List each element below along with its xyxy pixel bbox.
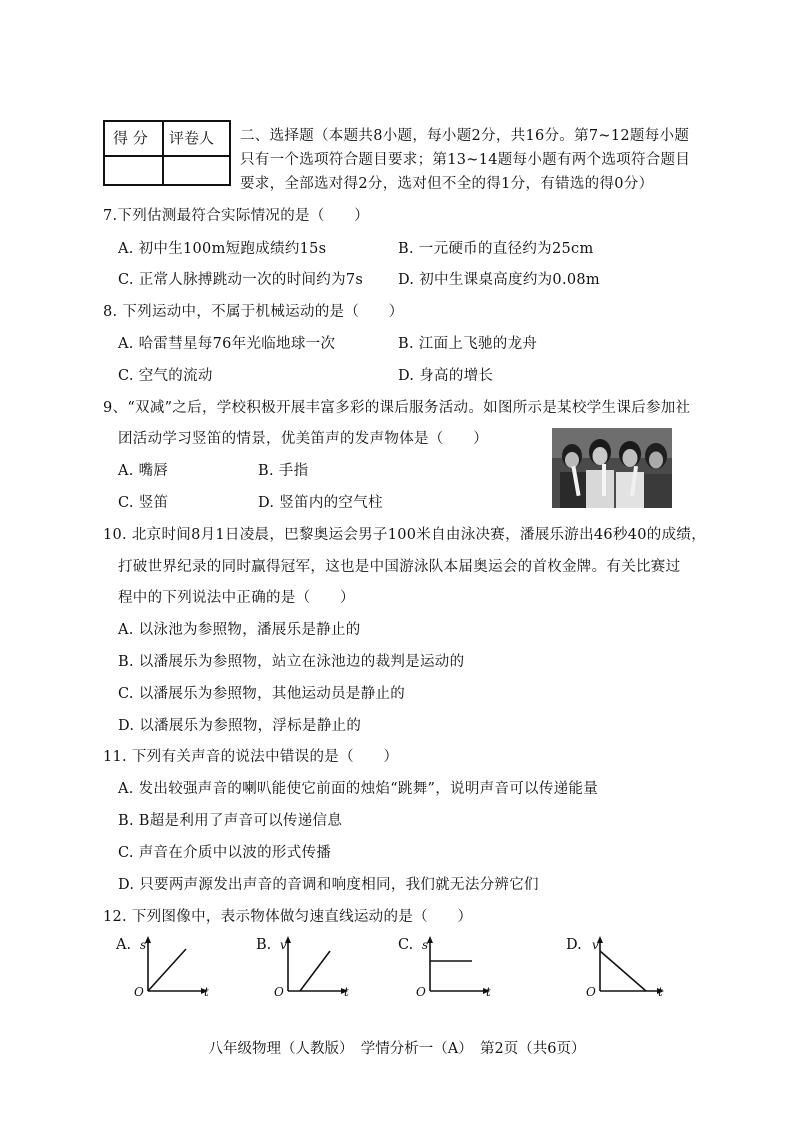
q8-option-c: C. 空气的流动 — [118, 368, 213, 384]
graph-d-y-label: v — [592, 938, 599, 952]
q10-option-b: B. 以潘展乐为参照物，站立在泳池边的裁判是运动的 — [118, 654, 465, 670]
graph-c-option-label: C. — [398, 937, 414, 953]
graph-d-x-label: t — [658, 985, 663, 999]
students-flute-photo — [552, 428, 672, 508]
graph-a-origin: O — [134, 985, 144, 999]
graph-b-origin: O — [274, 985, 284, 999]
q11-option-d: D. 只要两声源发出声音的音调和响度相同，我们就无法分辨它们 — [118, 877, 539, 893]
q7-option-a: A. 初中生100m短跑成绩约15s — [118, 241, 327, 257]
q10-stem-line-3: 程中的下列说法中正确的是（ ） — [118, 590, 355, 606]
q9-option-b: B. 手指 — [258, 463, 309, 479]
q9-option-d: D. 竖笛内的空气柱 — [258, 495, 383, 511]
score-label: 得 分 — [113, 129, 148, 147]
section-header-line-3: 要求，全部选对得2分，选对但不全的得1分，有错选的得0分） — [240, 176, 654, 192]
graph-option-d — [564, 933, 668, 1001]
graph-d-line — [600, 951, 646, 991]
graph-b-option-label: B. — [256, 937, 272, 953]
graph-c-origin: O — [416, 985, 426, 999]
q7-stem: 7.下列估测最符合实际情况的是（ ） — [103, 208, 370, 224]
score-table — [103, 120, 231, 186]
graph-option-b — [252, 933, 352, 1001]
q11-option-c: C. 声音在介质中以波的形式传播 — [118, 845, 332, 861]
q7-option-b: B. 一元硬币的直径约为25cm — [398, 241, 594, 257]
q8-option-a: A. 哈雷彗星每76年光临地球一次 — [118, 336, 336, 352]
graph-c-x-label: t — [486, 985, 491, 999]
q11-option-a: A. 发出较强声音的喇叭能使它前面的烛焰“跳舞”，说明声音可以传递能量 — [118, 781, 599, 797]
graph-option-a — [112, 933, 212, 1001]
graph-b-line — [300, 951, 330, 991]
graph-d-option-label: D. — [566, 937, 582, 953]
q7-option-d: D. 初中生课桌高度约为0.08m — [398, 272, 600, 288]
graph-d-origin: O — [586, 985, 596, 999]
section-header-line-2: 只有一个选项符合题目要求；第13~14题每小题有两个选项符合题目 — [240, 152, 691, 168]
section-header-line-1: 二、选择题（本题共8小题，每小题2分，共16分。第7~12题每小题 — [240, 128, 690, 144]
graph-c-y-label: s — [422, 938, 429, 952]
graph-a-option-label: A. — [116, 937, 132, 953]
q10-stem-line-1: 10. 北京时间8月1日凌晨，巴黎奥运会男子100米自由泳决赛，潘展乐游出46秒40的成绩， — [103, 527, 706, 543]
graph-a-x-label: t — [204, 985, 209, 999]
q10-stem-line-2: 打破世界纪录的同时赢得冠军，这也是中国游泳队本届奥运会的首枚金牌。有关比赛过 — [118, 559, 681, 575]
q9-option-a: A. 嘴唇 — [118, 463, 169, 479]
q9-option-c: C. 竖笛 — [118, 495, 169, 511]
q10-option-c: C. 以潘展乐为参照物，其他运动员是静止的 — [118, 686, 406, 702]
q11-option-b: B. B超是利用了声音可以传递信息 — [118, 813, 343, 829]
graph-a-line — [148, 949, 186, 991]
q11-stem: 11. 下列有关声音的说法中错误的是（ ） — [103, 749, 399, 765]
q9-stem-line-1: 9、“双减”之后，学校积极开展丰富多彩的课后服务活动。如图所示是某校学生课后参加社 — [103, 400, 691, 416]
q8-option-d: D. 身高的增长 — [398, 368, 494, 384]
graph-b-x-label: t — [344, 985, 349, 999]
grader-label: 评卷人 — [169, 129, 215, 147]
page-footer: 八年级物理（人教版） 学情分析一（A） 第2页（共6页） — [208, 1041, 586, 1057]
graph-option-c — [394, 933, 494, 1001]
graph-a-y-label: s — [140, 938, 147, 952]
q8-option-b: B. 江面上飞驰的龙舟 — [398, 336, 538, 352]
q10-option-a: A. 以泳池为参照物，潘展乐是静止的 — [118, 622, 361, 638]
q10-option-d: D. 以潘展乐为参照物，浮标是静止的 — [118, 718, 362, 734]
q8-stem: 8. 下列运动中，不属于机械运动的是（ ） — [103, 304, 404, 320]
q9-stem-line-2: 团活动学习竖笛的情景，优美笛声的发声物体是（ ） — [118, 431, 488, 447]
q7-option-c: C. 正常人脉搏跳动一次的时间约为7s — [118, 272, 364, 288]
graph-b-y-label: v — [280, 938, 287, 952]
q12-stem: 12. 下列图像中，表示物体做匀速直线运动的是（ ） — [103, 909, 473, 925]
